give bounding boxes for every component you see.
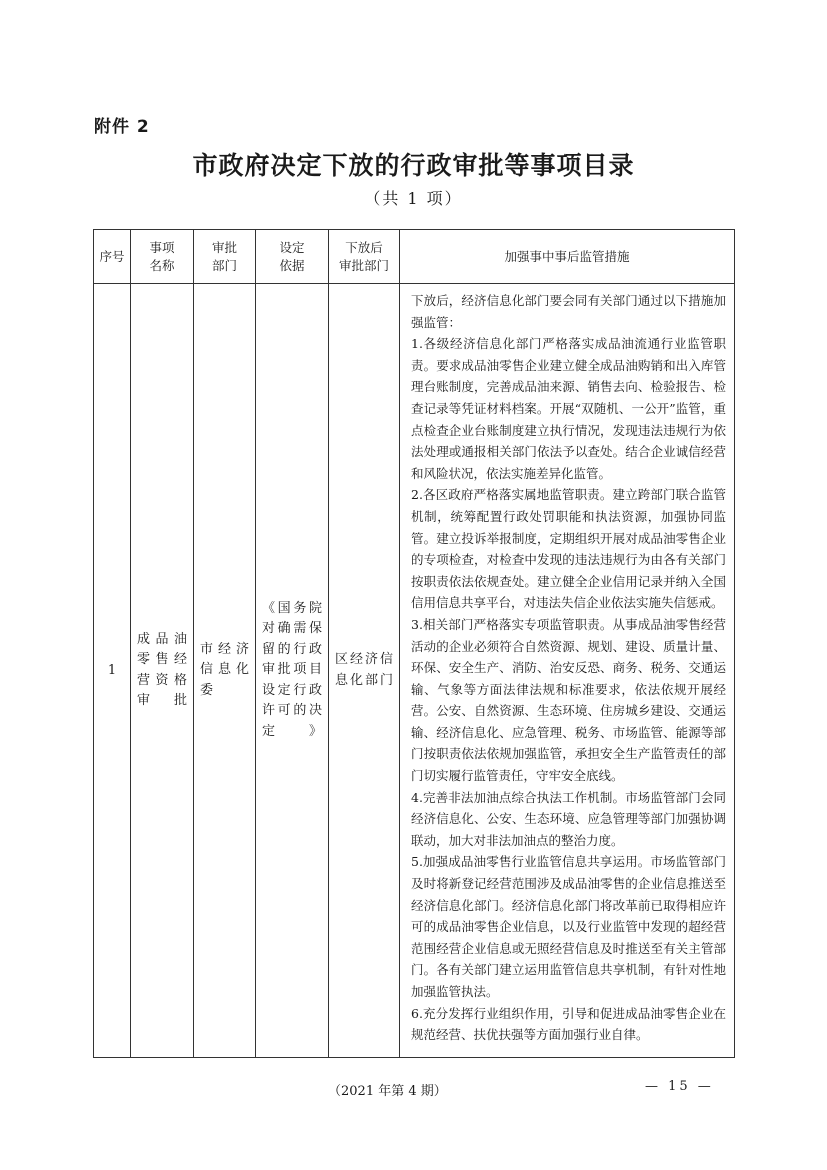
header-approval-dept: 审批 部门	[194, 230, 256, 284]
measure-paragraph: 2.各区政府严格落实属地监管职责。建立跨部门联合监管机制，统筹配置行政处罚职能和执法资源，加强协同监管。建立投诉举报制度，定期组织开展对成品油零售企业的专项检查，对检查中发现的违法违规行为由各有关部门按职责依法依规查处。建立健全企业信用记录并纳入全国信用信息共享平台，对违法失信企业依法实施失信惩戒。	[411, 487, 726, 611]
measure-paragraph: 3.相关部门严格落实专项监管职责。从事成品油零售经营活动的企业必须符合自然资源、规划、建设、质量计量、环保、安全生产、消防、治安反恐、商务、税务、交通运输、气象等方面法律法规和标准要求，依法依规开展经营。公安、自然资源、生态环境、住房城乡建设、交通运输、经济信息化、应急管理、税务、市场监管、能源等部门按职责依法依规加强监管，承担安全生产监管责任的部门切实履行监管责任，守牢安全底线。	[411, 616, 726, 784]
header-seq: 序号	[94, 230, 131, 284]
table-row	[94, 284, 735, 1058]
row-approval-dept: 市经济信息化委	[194, 284, 256, 1058]
catalog-table	[93, 229, 735, 1058]
document-title: 市政府决定下放的行政审批等事项目录	[192, 151, 635, 180]
measures-list	[411, 290, 726, 1046]
header-new-dept: 下放后 审批部门	[329, 230, 400, 284]
header-basis: 设定 依据	[256, 230, 329, 284]
measure-paragraph: 4.完善非法加油点综合执法工作机制。市场监管部门会同经济信息化、公安、生态环境、应急管理等部门加强协调联动，加大对非法加油点的整治力度。	[411, 789, 726, 848]
attachment-label: 附件 2	[94, 117, 150, 137]
table-header-row	[94, 230, 735, 284]
row-basis: 《国务院对确需保留的行政审批项目设定行政许可的决定》	[256, 284, 329, 1058]
measure-paragraph: 5.加强成品油零售行业监管信息共享运用。市场监管部门及时将新登记经营范围涉及成品油零售的企业信息推送至经济信息化部门。经济信息化部门将改革前已取得相应许可的成品油零售企业信息，以及行业监管中发现的超经营范围经营企业信息或无照经营信息及时推送至有关主管部门。各有关部门建立运用监管信息共享机制，有针对性地加强监管执法。	[411, 854, 726, 999]
footer-issue: （2021 年第 4 期）	[328, 1084, 447, 1099]
measure-paragraph: 1.各级经济信息化部门严格落实成品油流通行业监管职责。要求成品油零售企业建立健全成品油购销和出入库管理台账制度，完善成品油来源、销售去向、检验报告、检查记录等凭证材料档案。开展“双随机、一公开”监管，重点检查企业台账制度建立执行情况，发现违法违规行为依法处理或通报相关部门依法予以查处。结合企业诚信经营和风险状况，依法实施差异化监管。	[411, 336, 726, 481]
measure-paragraph: 下放后，经济信息化部门要会同有关部门通过以下措施加强监管：	[411, 293, 726, 330]
header-item-name: 事项 名称	[131, 230, 194, 284]
measure-paragraph: 6.充分发挥行业组织作用，引导和促进成品油零售企业在规范经营、扶优扶强等方面加强行业自律。	[411, 1005, 726, 1043]
row-seq: 1	[94, 284, 131, 1058]
header-measures: 加强事中事后监管措施	[400, 230, 735, 284]
row-new-dept: 区经济信息化部门	[329, 284, 400, 1058]
document-subtitle: （共 1 项）	[364, 189, 463, 208]
row-item-name: 成品油零售经营资格审批	[131, 284, 194, 1058]
row-measures	[400, 284, 735, 1058]
page-number: — 15 —	[645, 1079, 714, 1094]
